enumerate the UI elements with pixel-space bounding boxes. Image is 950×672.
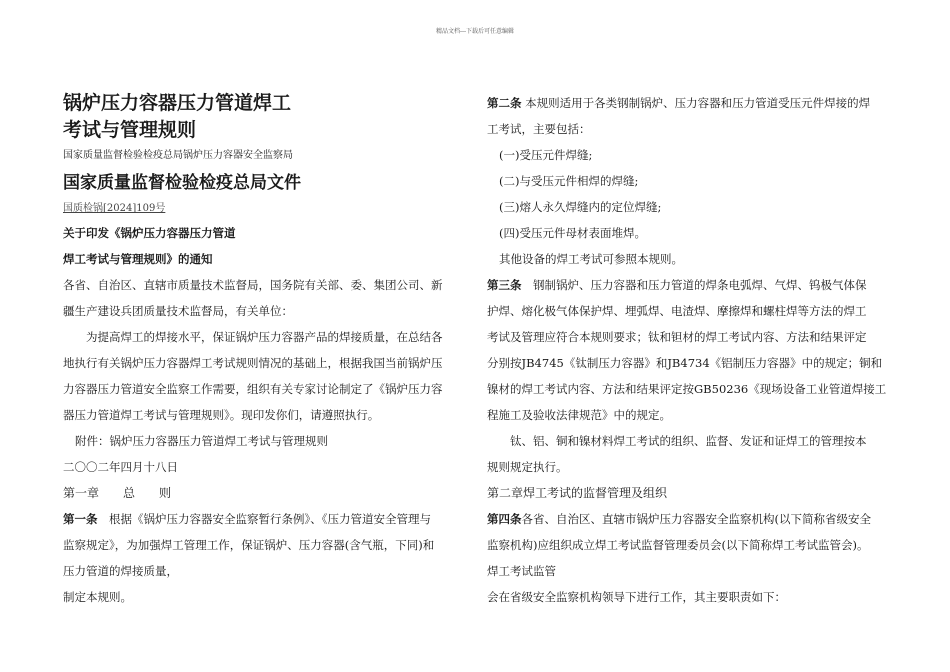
list-item-4: (四)受压元件母材表面堆焊。 — [499, 226, 646, 240]
article-3-line-3: 考试及管理应符合本规则要求；钛和钽材的焊工考试内容、方法和结果评定 — [487, 330, 867, 344]
body-line-1: 为提高焊工的焊接水平，保证锅炉压力容器产品的焊接质量，在总结各 — [86, 330, 443, 344]
article-2-label: 第二条 — [487, 96, 522, 110]
article-4-line-1 — [487, 506, 892, 532]
article-4-label: 第四条 — [487, 512, 522, 526]
article-3-para-2-line-1: 钛、铝、铜和镍材料焊工考试的组织、监督、发证和证焊工的管理按本 — [510, 434, 867, 448]
article-3-label: 第三条 — [487, 278, 522, 292]
article-4-text-1: 各省、自治区、直辖市锅炉压力容器安全监察机构(以下简称省级安全 — [521, 512, 871, 526]
addressee-line-1: 各省、自治区、直辖市质量技术监督局，国务院有关部、委、集团公司、新 — [63, 278, 443, 292]
article-3-line-1 — [487, 272, 892, 298]
article-4-line-3: 焊工考试监管 — [487, 564, 556, 578]
body-line-2: 地执行有关锅炉压力容器焊工考试规则情况的基础上，根据我国当前锅炉压 — [63, 356, 443, 370]
issuer: 国家质量监督检验检疫总局锅炉压力容器安全监察局 — [63, 150, 293, 161]
article-2-line-1 — [487, 90, 892, 116]
article-3-line-5: 镍材的焊工考试内容、方法和结果评定按GB50236《现场设备工业管道焊接工 — [487, 382, 887, 396]
title-line-1: 锅炉压力容器压力管道焊工 — [63, 92, 292, 114]
body-line-4: 器压力管道焊工考试与管理规则》。现印发你们，请遵照执行。 — [63, 408, 380, 422]
document-title: 国家质量监督检验检疫总局文件 — [63, 173, 301, 193]
article-2-text-1: 本规则适用于各类钢制锅炉、压力容器和压力管道受压元件焊接的焊 — [525, 96, 871, 110]
notice-title-line-1: 关于印发《锅炉压力容器压力管道 — [63, 226, 236, 240]
article-1-line-3: 压力管道的焊接质量， — [63, 564, 178, 578]
article-1-label: 第一条 — [63, 512, 98, 526]
addressee-line-2: 疆生产建设兵团质量技术监督局，有关单位： — [63, 304, 293, 318]
page-header-note: 精品文档---下载后可任意编辑 — [435, 28, 515, 35]
notice-title-line-2: 焊工考试与管理规则》的通知 — [63, 252, 213, 266]
article-1-text-1: 根据《锅炉压力容器安全监察暂行条例》、《压力管道安全管理与 — [97, 512, 431, 526]
article-3-line-4: 分别按JB4745《钛制压力容器》和JB4734《铝制压力容器》中的规定；铜和 — [487, 356, 883, 370]
chapter-2-heading: 第二章焊工考试的监督管理及组织 — [487, 486, 668, 500]
article-1-line-4: 制定本规则。 — [63, 590, 132, 604]
article-1-line-1 — [63, 506, 463, 532]
article-3-text-1: 钢制锅炉、压力容器和压力管道的焊条电弧焊、气焊、钨极气体保 — [521, 278, 867, 292]
article-4-line-4: 会在省级安全监察机构领导下进行工作，其主要职责如下： — [487, 590, 786, 604]
article-3-line-2: 护焊、熔化极气体保护焊、埋弧焊、电渣焊、摩擦焊和螺柱焊等方法的焊工 — [487, 304, 867, 318]
list-item-3: (三)熔人永久焊缝内的定位焊缝; — [499, 200, 662, 214]
body-line-3: 力容器压力管道安全监察工作需要，组织有关专家讨论制定了《锅炉压力容 — [63, 382, 443, 396]
right-column — [487, 90, 892, 610]
date-line: 二〇〇二年四月十八日 — [63, 460, 178, 474]
list-item-1: (一)受压元件焊缝; — [499, 148, 593, 162]
chapter-1-heading: 第一章 总 则 — [63, 486, 172, 500]
article-3-line-6: 程施工及验收法律规范》中的规定。 — [487, 408, 671, 422]
list-item-2: (二)与受压元件相焊的焊缝; — [499, 174, 639, 188]
title-line-2: 考试与管理规则 — [63, 119, 197, 141]
other-equipment-note: 其他设备的焊工考试可参照本规则。 — [499, 252, 683, 266]
article-4-line-2: 监察机构)应组织成立焊工考试监督管理委员会(以下简称焊工考试监管会)。 — [487, 538, 869, 552]
document-number: 国质检锅[2024]109号 — [63, 203, 166, 214]
attachment-line: 附件：锅炉压力容器压力管道焊工考试与管理规则 — [75, 434, 328, 448]
article-3-para-2-line-2: 规则规定执行。 — [487, 460, 568, 474]
left-column — [63, 90, 463, 610]
article-1-line-2: 监察规定》，为加强焊工管理工作，保证锅炉、压力容器(含气瓶，下同)和 — [63, 538, 435, 552]
article-2-line-2: 工考试，主要包括： — [487, 122, 591, 136]
